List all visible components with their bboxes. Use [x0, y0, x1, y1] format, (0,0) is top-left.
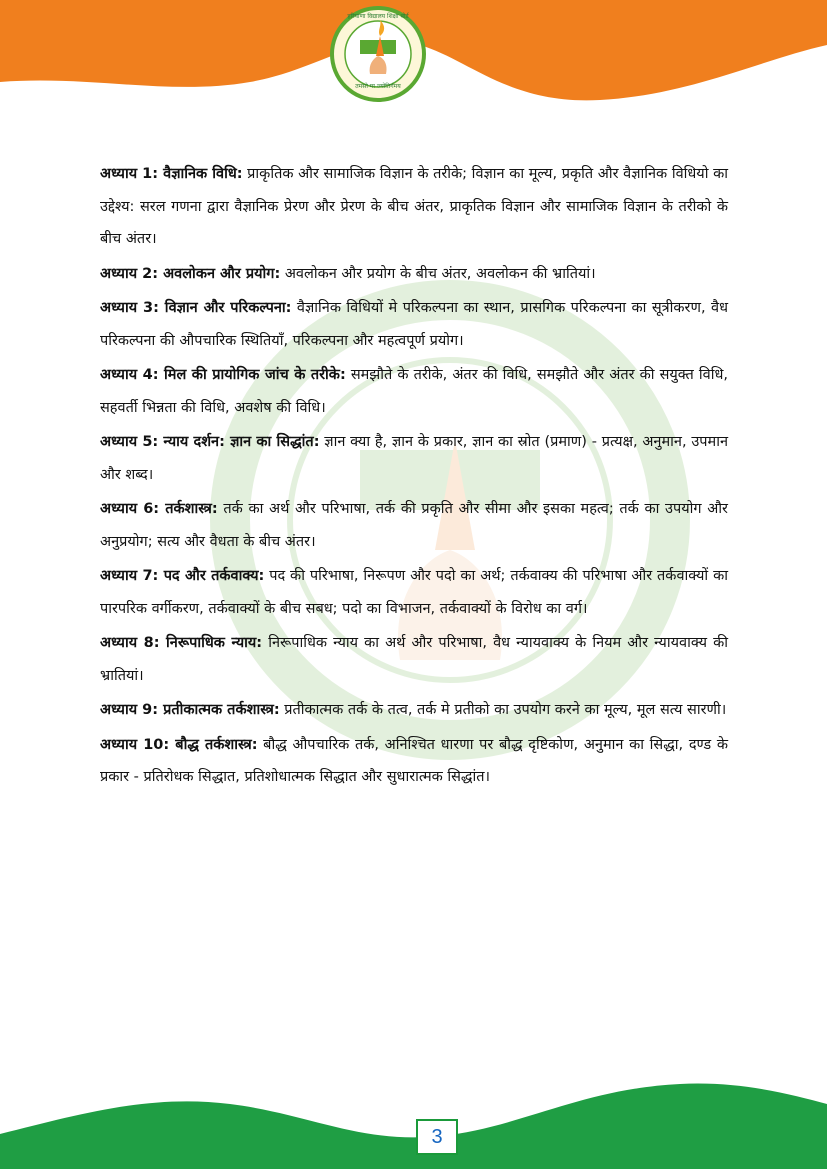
chapter-10 — [100, 729, 728, 794]
chapter-title: अध्याय 10: बौद्ध तर्कशास्त्र: — [100, 736, 258, 753]
chapter-text: प्रतीकात्मक तर्क के तत्व, तर्क मे प्रतीको का उपयोग करने का मूल्य, मूल सत्य सारणी। — [279, 702, 727, 718]
chapter-text: प्राकृतिक और सामाजिक विज्ञान के तरीके; विज्ञान का मूल्य, प्रकृति और वैज्ञानिक विधियो का उद्देश्य: सरल गणना द्वारा वैज्ञानिक प्रेरण और प्रेरण के बीच अंतर, प्राकृतिक विज्ञान और सामाजिक विज्ञान के तरीको के बीच अंतर। — [100, 166, 728, 247]
chapter-text: तर्क का अर्थ और परिभाषा, तर्क की प्रकृति और सीमा और इसका महत्व; तर्क का उपयोग और अनुप्रयोग; सत्य और वैधता के बीच अंतर। — [100, 501, 728, 550]
chapter-text: अवलोकन और प्रयोग के बीच अंतर, अवलोकन की भ्रातियां। — [280, 265, 596, 282]
chapter-5 — [100, 426, 728, 491]
chapter-title: अध्याय 9: प्रतीकात्मक तर्कशास्त्र: — [100, 702, 280, 718]
chapter-9 — [100, 694, 728, 727]
chapter-text: समझौते के तरीके, अंतर की विधि, समझौते और अंतर की सयुक्त विधि, सहवर्ती भिन्नता की विधि, अवशेष की विधि। — [100, 367, 728, 416]
chapter-title: अध्याय 4: मिल की प्रायोगिक जांच के तरीके: — [100, 367, 346, 383]
chapter-1 — [100, 158, 728, 256]
chapter-6 — [100, 493, 728, 558]
chapter-title: अध्याय 6: तर्कशास्त्र: — [100, 501, 218, 517]
chapter-7 — [100, 560, 728, 625]
chapter-text: पद की परिभाषा, निरूपण और पदो का अर्थ; तर्कवाक्य की परिभाषा और तर्कवाक्यों का पारपरिक वर्गीकरण, तर्कवाक्यों के बीच सबध; पदो का विभाजन, तर्कवाक्यों के विरोध का वर्ग। — [100, 568, 728, 617]
chapter-text: निरूपाधिक न्याय का अर्थ और परिभाषा, वैध न्यायवाक्य के नियम और न्यायवाक्य की भ्रातियां। — [100, 635, 728, 684]
chapter-title: अध्याय 5: न्याय दर्शन: ज्ञान का सिद्धांत: — [100, 434, 320, 450]
logo-bottom-text: तमसो मा ज्योतिर्गमय — [355, 83, 401, 90]
chapter-text: वैज्ञानिक विधियों मे परिकल्पना का स्थान, प्रासगिक परिकल्पना का सूत्रीकरण, वैध परिकल्पना की औपचारिक स्थितियाँ, परिकल्पना और महत्वपूर्ण प्रयोग। — [100, 300, 728, 349]
chapter-text: बौद्ध औपचारिक तर्क, अनिश्चित धारणा पर बौद्ध दृष्टिकोण, अनुमान का सिद्धा, दण्ड के प्रकार - प्रतिरोधक सिद्धात, प्रतिशोधात्मक सिद्धात और सुधारात्मक सिद्धांत। — [100, 736, 728, 785]
syllabus-content — [100, 158, 728, 796]
logo-top-text: हरियाणा विद्यालय शिक्षा बोर्ड — [347, 13, 409, 20]
chapter-4 — [100, 359, 728, 424]
chapter-text: ज्ञान क्या है, ज्ञान के प्रकार, ज्ञान का स्रोत (प्रमाण) - प्रत्यक्ष, अनुमान, उपमान और शब्द। — [100, 434, 728, 483]
page-number: 3 — [416, 1119, 458, 1155]
chapter-8 — [100, 627, 728, 692]
chapter-title: अध्याय 3: विज्ञान और परिकल्पना: — [100, 300, 292, 316]
chapter-title: अध्याय 2: अवलोकन और प्रयोग: — [100, 265, 281, 282]
chapter-3 — [100, 292, 728, 357]
chapter-2 — [100, 258, 728, 291]
chapter-title: अध्याय 1: वैज्ञानिक विधि: — [100, 166, 243, 182]
footer-green-wave — [0, 1074, 827, 1169]
chapter-title: अध्याय 7: पद और तर्कवाक्य: — [100, 568, 265, 584]
chapter-title: अध्याय 8: निरूपाधिक न्याय: — [100, 635, 263, 651]
